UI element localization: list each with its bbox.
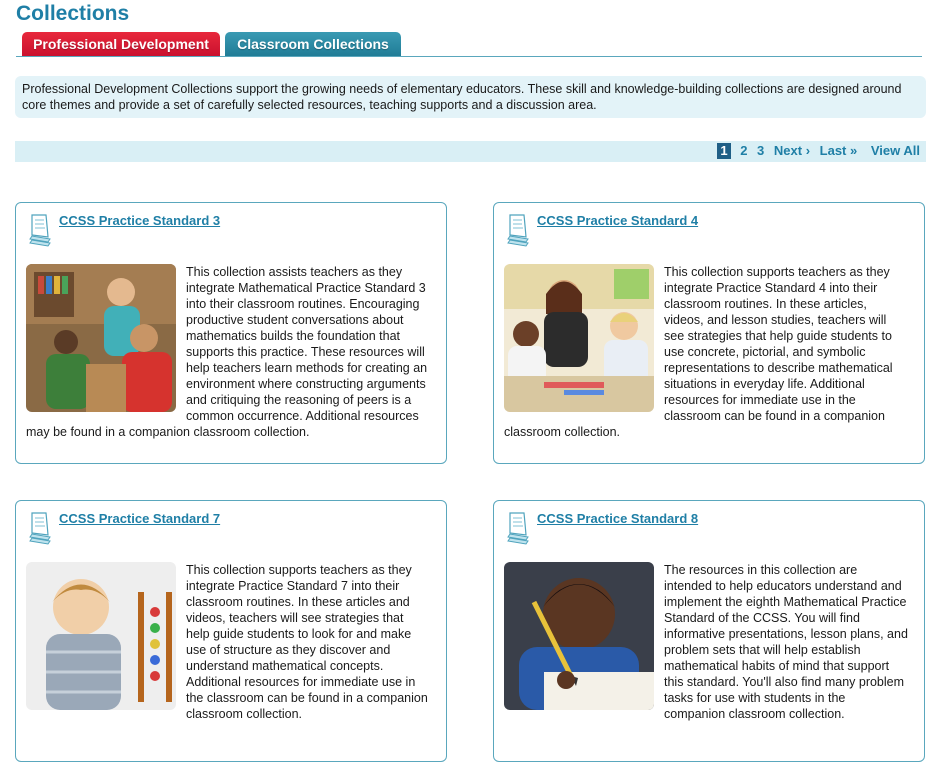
intro-text: Professional Development Collections support the growing needs of elementary educators. These skill and knowledge-building collections are designed around core themes and provide a set of carefully selected resources, teaching supports and a discussion area. xyxy=(15,76,926,118)
page-2-link[interactable]: 2 xyxy=(740,143,748,158)
card-body xyxy=(504,264,908,440)
card-photo[interactable] xyxy=(26,562,176,710)
collection-card xyxy=(493,500,925,762)
card-title-link[interactable]: CCSS Practice Standard 4 xyxy=(537,213,699,228)
next-page-link[interactable]: Next › xyxy=(773,143,811,158)
collection-card xyxy=(15,500,447,762)
last-page-link[interactable]: Last » xyxy=(819,143,858,158)
card-description: This collection supports teachers as they integrate Practice Standard 4 into their classroom routines. In these articles, videos, and lesson studies, teachers will see strategies that help guide students to use concrete, pictorial, and symbolic representations to describe mathematical situations in everyday life. Additional resources for immediate use in the classroom can be found in a companion classroom collection. xyxy=(504,265,893,439)
card-title-link[interactable]: CCSS Practice Standard 8 xyxy=(537,511,699,526)
card-photo[interactable] xyxy=(504,264,654,412)
card-photo[interactable] xyxy=(504,562,654,710)
page-3-link[interactable]: 3 xyxy=(757,143,765,158)
tab-classroom-collections[interactable]: Classroom Collections xyxy=(225,32,401,57)
card-body xyxy=(26,562,430,722)
pagination-bar xyxy=(15,141,926,162)
document-stack-icon xyxy=(504,213,532,249)
card-body xyxy=(26,264,430,440)
card-title-link[interactable]: CCSS Practice Standard 3 xyxy=(59,213,221,228)
card-description: The resources in this collection are intended to help educators understand and implement the eighth Mathematical Practice Standard of the CCSS. You will find informative presentations, lesson plans, and problem sets that will help establish mathematical habits of mind that support this standard. You'll also find many problem tasks for use with students in the companion classroom collection. xyxy=(664,563,908,721)
view-all-link[interactable]: View All xyxy=(870,143,920,158)
document-stack-icon xyxy=(26,511,54,547)
pagination xyxy=(711,143,920,159)
card-photo[interactable] xyxy=(26,264,176,412)
collection-card xyxy=(493,202,925,464)
page-title: Collections xyxy=(16,2,130,25)
card-description: This collection assists teachers as they integrate Mathematical Practice Standard 3 into their classroom routines. Encouraging productive student conversations about mathematics builds the foundation that supports this practice. These resources will help teachers learn methods for creating an environment where constructing arguments and critiquing the reasoning of peers is a common occurrence. Additional resources may be found in a companion classroom collection. xyxy=(26,265,428,439)
card-title-link[interactable]: CCSS Practice Standard 7 xyxy=(59,511,221,526)
document-stack-icon xyxy=(504,511,532,547)
collection-card xyxy=(15,202,447,464)
document-stack-icon xyxy=(26,213,54,249)
collection-tabs xyxy=(22,32,922,57)
card-description: This collection supports teachers as they integrate Practice Standard 7 into their classroom routines. In these articles and videos, teachers will see strategies that help guide students to look for and make use of structure as they discover and understand mathematical concepts. Additional resources for immediate use in the classroom can be found in a companion classroom collection. xyxy=(186,563,428,721)
card-body xyxy=(504,562,908,722)
tab-professional-development[interactable]: Professional Development xyxy=(22,32,220,57)
page-1-current: 1 xyxy=(717,143,730,159)
tab-divider xyxy=(16,56,922,57)
